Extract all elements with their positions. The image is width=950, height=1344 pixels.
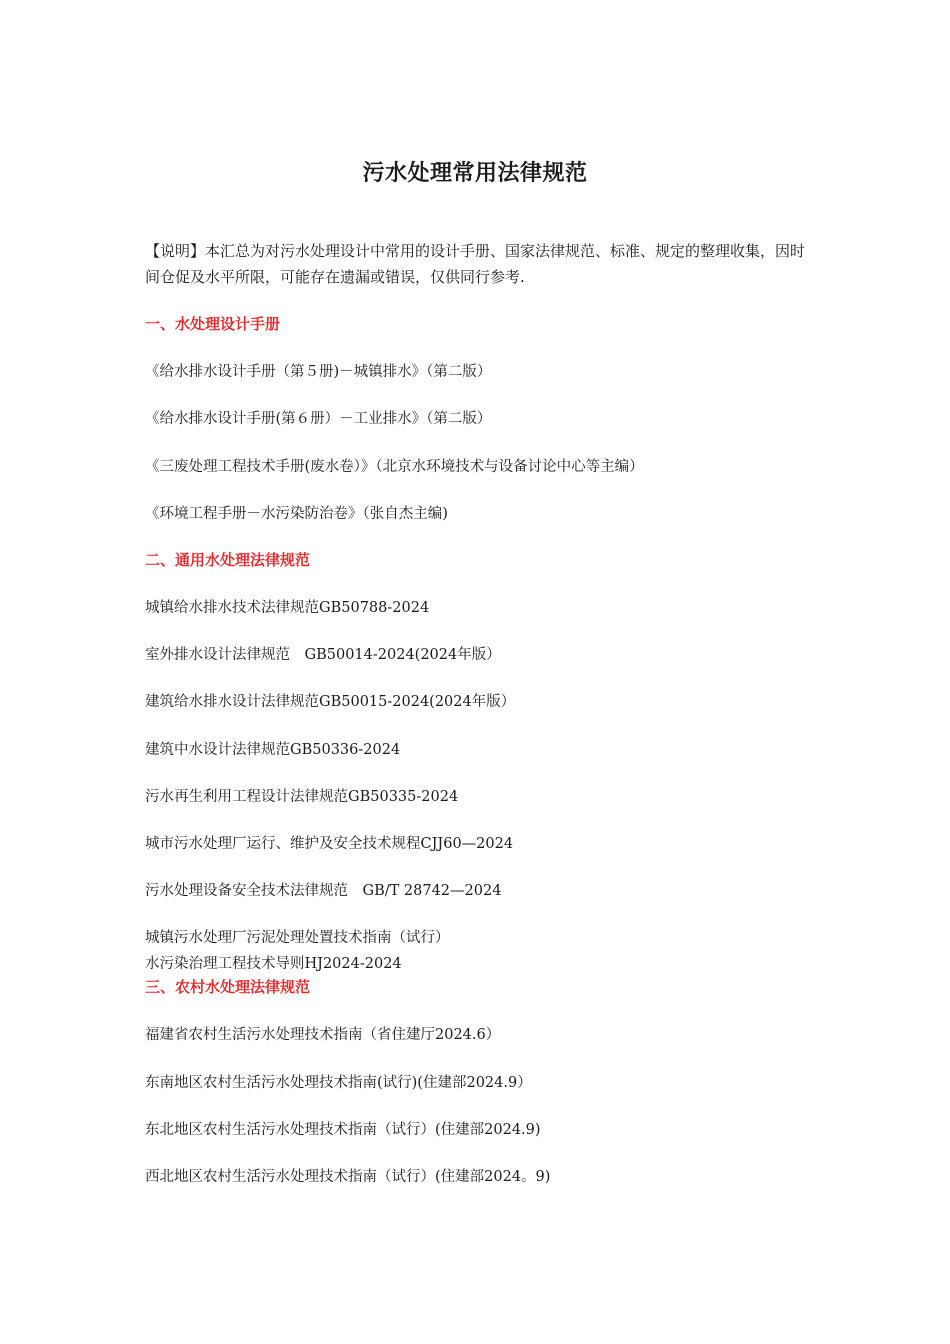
list-item: 建筑给水排水设计法律规范GB50015-2024(2024年版） <box>145 694 516 710</box>
list-item: 水污染治理工程技术导则HJ2024-2024 <box>145 956 402 972</box>
intro-paragraph: 【说明】本汇总为对污水处理设计中常用的设计手册、国家法律规范、标准、规定的整理收集，因时间仓促及水平所限，可能存在遗漏或错误，仅供同行参考. <box>145 242 806 286</box>
list-item: 污水处理设备安全技术法律规范 GB/T 28742—2024 <box>145 883 502 899</box>
list-item: 《环境工程手册－水污染防治卷》（张自杰主编) <box>145 506 448 522</box>
list-item: 福建省农村生活污水处理技术指南（省住建厅2024.6） <box>145 1027 501 1043</box>
list-item: 《给水排水设计手册（第５册)－城镇排水》（第二版） <box>145 364 492 380</box>
list-item: 城市污水处理厂运行、维护及安全技术规程CJJ60—2024 <box>145 836 514 852</box>
list-item: 建筑中水设计法律规范GB50336-2024 <box>145 742 401 758</box>
list-item: 城镇污水处理厂污泥处理处置技术指南（试行） <box>145 930 450 946</box>
section-heading-general-codes: 二、通用水处理法律规范 <box>145 551 311 569</box>
list-item: 东北地区农村生活污水处理技术指南（试行）(住建部2024.9) <box>145 1122 541 1138</box>
list-item: 西北地区农村生活污水处理技术指南（试行）(住建部2024。9) <box>145 1169 551 1185</box>
page-title: 污水处理常用法律规范 <box>362 161 588 186</box>
section-heading-design-manuals: 一、水处理设计手册 <box>145 315 281 333</box>
list-item: 污水再生利用工程设计法律规范GB50335-2024 <box>145 789 459 805</box>
list-item: 室外排水设计法律规范 GB50014-2024(2024年版） <box>145 647 501 663</box>
list-item: 城镇给水排水技术法律规范GB50788-2024 <box>145 600 430 616</box>
list-item: 东南地区农村生活污水处理技术指南(试行)(住建部2024.9） <box>145 1075 532 1091</box>
section-heading-rural-codes: 三、农村水处理法律规范 <box>145 978 311 996</box>
list-item: 《给水排水设计手册(第６册）－工业排水》（第二版） <box>145 411 492 427</box>
list-item: 《三废处理工程技术手册(废水卷）》（北京水环境技术与设备讨论中心等主编） <box>145 459 644 475</box>
